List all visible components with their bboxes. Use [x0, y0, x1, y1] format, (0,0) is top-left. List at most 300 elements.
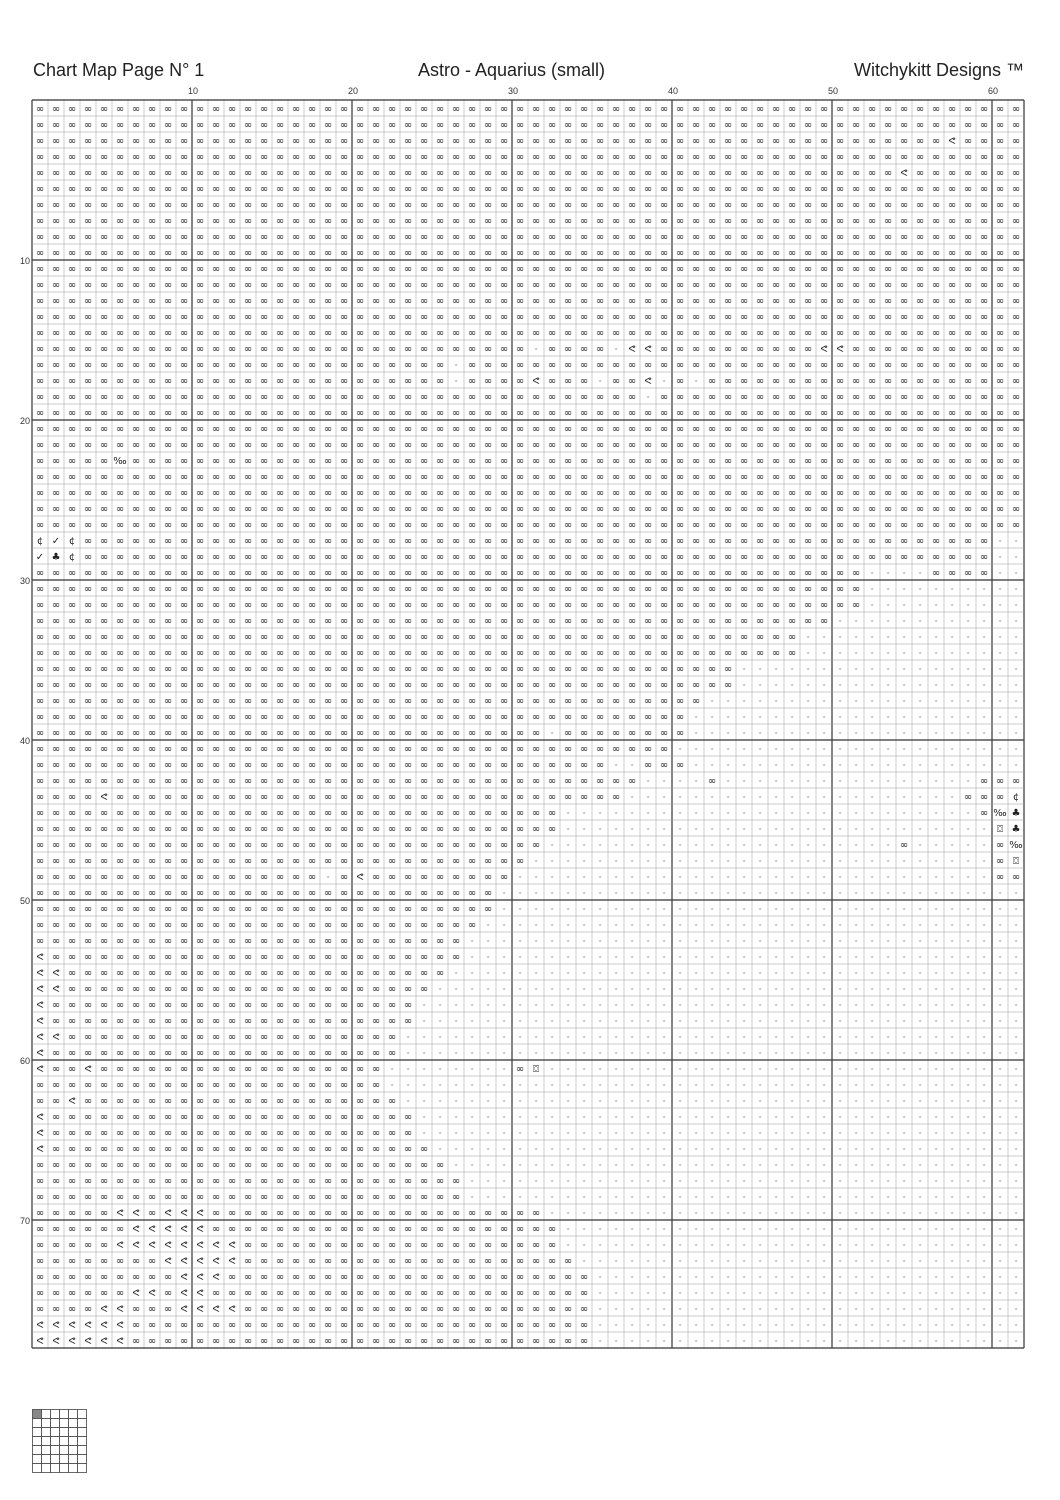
stitch-symbol: ∞	[132, 1272, 140, 1283]
stitch-symbol: ·	[999, 569, 1002, 579]
stitch-symbol: ∞	[660, 568, 668, 579]
stitch-symbol: ∞	[452, 824, 460, 835]
stitch-symbol: ∞	[868, 184, 876, 195]
stitch-symbol: ∞	[852, 248, 860, 259]
stitch-symbol: ∞	[180, 968, 188, 979]
stitch-symbol: ∞	[916, 408, 924, 419]
stitch-symbol: ∞	[132, 1144, 140, 1155]
stitch-symbol: ∞	[692, 392, 700, 403]
stitch-symbol: ∞	[324, 152, 332, 163]
stitch-symbol: ᕙ	[68, 1336, 75, 1347]
stitch-symbol: ∞	[84, 1240, 92, 1251]
stitch-symbol: ·	[967, 905, 970, 915]
stitch-symbol: ∞	[804, 136, 812, 147]
stitch-symbol: ∞	[404, 600, 412, 611]
stitch-symbol: ·	[423, 1049, 426, 1059]
stitch-symbol: ∞	[420, 856, 428, 867]
stitch-symbol: ∞	[84, 1016, 92, 1027]
stitch-symbol: ·	[1015, 1193, 1018, 1203]
stitch-symbol: ·	[855, 761, 858, 771]
stitch-symbol: ∞	[260, 952, 268, 963]
stitch-symbol: ∞	[388, 680, 396, 691]
stitch-symbol: ·	[535, 969, 538, 979]
stitch-symbol: ·	[999, 537, 1002, 547]
stitch-symbol: ∞	[132, 1256, 140, 1267]
stitch-symbol: ·	[807, 793, 810, 803]
stitch-symbol: ·	[983, 937, 986, 947]
stitch-symbol: ∞	[500, 664, 508, 675]
stitch-symbol: ·	[567, 1017, 570, 1027]
stitch-symbol: ∞	[884, 424, 892, 435]
stitch-symbol: ∞	[820, 552, 828, 563]
stitch-symbol: ·	[951, 873, 954, 883]
stitch-symbol: ∞	[612, 232, 620, 243]
stitch-symbol: ∞	[948, 312, 956, 323]
stitch-symbol: ∞	[244, 824, 252, 835]
stitch-symbol: ∞	[420, 216, 428, 227]
stitch-symbol: ·	[599, 1225, 602, 1235]
stitch-symbol: ∞	[788, 200, 796, 211]
stitch-symbol: ·	[679, 857, 682, 867]
stitch-symbol: ∞	[116, 1160, 124, 1171]
stitch-symbol: ·	[663, 1049, 666, 1059]
stitch-symbol: ·	[951, 1049, 954, 1059]
stitch-symbol: ·	[583, 1129, 586, 1139]
stitch-symbol: ∞	[756, 392, 764, 403]
stitch-symbol: ∞	[324, 744, 332, 755]
stitch-symbol: ∞	[420, 520, 428, 531]
stitch-symbol: ∞	[548, 328, 556, 339]
stitch-symbol: ·	[679, 1065, 682, 1075]
stitch-symbol: ·	[535, 1049, 538, 1059]
stitch-symbol: ∞	[148, 536, 156, 547]
stitch-symbol: ·	[535, 1161, 538, 1171]
stitch-symbol: ∞	[180, 1032, 188, 1043]
stitch-symbol: ∞	[548, 648, 556, 659]
stitch-symbol: ∞	[980, 360, 988, 371]
stitch-symbol: ∞	[548, 424, 556, 435]
stitch-symbol: ·	[599, 1033, 602, 1043]
stitch-symbol: ·	[983, 841, 986, 851]
stitch-symbol: ∞	[612, 264, 620, 275]
stitch-symbol: ·	[919, 937, 922, 947]
stitch-symbol: ∞	[740, 120, 748, 131]
stitch-symbol: ∞	[180, 1080, 188, 1091]
stitch-symbol: ∞	[388, 920, 396, 931]
stitch-symbol: ∞	[132, 792, 140, 803]
stitch-symbol: ·	[983, 761, 986, 771]
stitch-symbol: ∞	[324, 1208, 332, 1219]
stitch-symbol: ·	[967, 1161, 970, 1171]
stitch-symbol: ·	[647, 1241, 650, 1251]
stitch-symbol: ✓	[36, 552, 44, 563]
stitch-symbol: ·	[615, 1129, 618, 1139]
stitch-symbol: ·	[823, 1017, 826, 1027]
stitch-symbol: ∞	[804, 120, 812, 131]
stitch-symbol: ∞	[468, 776, 476, 787]
stitch-symbol: ∞	[804, 200, 812, 211]
stitch-symbol: ·	[503, 1129, 506, 1139]
stitch-symbol: ·	[503, 905, 506, 915]
stitch-symbol: ·	[519, 953, 522, 963]
stitch-symbol: ∞	[756, 232, 764, 243]
stitch-symbol: ∞	[548, 504, 556, 515]
stitch-symbol: ∞	[516, 728, 524, 739]
stitch-symbol: ∞	[980, 248, 988, 259]
stitch-symbol: ∞	[708, 248, 716, 259]
stitch-symbol: ∞	[372, 760, 380, 771]
stitch-symbol: ·	[951, 857, 954, 867]
stitch-symbol: ∞	[84, 1144, 92, 1155]
stitch-symbol: ∞	[1012, 488, 1020, 499]
stitch-symbol: ∞	[276, 568, 284, 579]
stitch-symbol: ·	[439, 1097, 442, 1107]
stitch-symbol: ∞	[1012, 152, 1020, 163]
stitch-symbol: ∞	[708, 552, 716, 563]
stitch-symbol: ·	[839, 1049, 842, 1059]
stitch-symbol: ∞	[308, 504, 316, 515]
stitch-symbol: ∞	[260, 920, 268, 931]
stitch-symbol: ∞	[116, 1032, 124, 1043]
stitch-symbol: ∞	[132, 360, 140, 371]
stitch-symbol: ·	[951, 921, 954, 931]
stitch-symbol: ∞	[404, 968, 412, 979]
stitch-symbol: ∞	[980, 168, 988, 179]
stitch-symbol: ·	[727, 1289, 730, 1299]
stitch-symbol: ∞	[612, 424, 620, 435]
stitch-symbol: ∞	[372, 168, 380, 179]
stitch-symbol: ∞	[948, 296, 956, 307]
stitch-symbol: ∞	[276, 280, 284, 291]
stitch-symbol: ∞	[148, 552, 156, 563]
stitch-symbol: ∞	[868, 248, 876, 259]
stitch-symbol: ∞	[788, 248, 796, 259]
stitch-symbol: ∞	[692, 360, 700, 371]
stitch-symbol: ·	[599, 1177, 602, 1187]
stitch-symbol: ∞	[372, 488, 380, 499]
stitch-symbol: ∞	[628, 168, 636, 179]
stitch-symbol: ∞	[612, 648, 620, 659]
stitch-symbol: ∞	[324, 136, 332, 147]
stitch-symbol: ∞	[132, 760, 140, 771]
stitch-symbol: ∞	[132, 680, 140, 691]
stitch-symbol: ·	[679, 1257, 682, 1267]
stitch-symbol: ∞	[276, 712, 284, 723]
stitch-symbol: ∞	[84, 1224, 92, 1235]
stitch-symbol: ·	[919, 665, 922, 675]
stitch-symbol: ∞	[820, 312, 828, 323]
stitch-symbol: ∞	[452, 1288, 460, 1299]
stitch-symbol: ∞	[756, 312, 764, 323]
stitch-symbol: ∞	[324, 168, 332, 179]
stitch-symbol: ∞	[84, 984, 92, 995]
stitch-symbol: ·	[999, 1273, 1002, 1283]
stitch-symbol: ∞	[116, 376, 124, 387]
stitch-symbol: ·	[951, 1161, 954, 1171]
stitch-symbol: ∞	[36, 488, 44, 499]
row-label-20: 20	[12, 416, 30, 426]
stitch-symbol: ·	[839, 777, 842, 787]
stitch-symbol: ∞	[708, 136, 716, 147]
stitch-symbol: ∞	[996, 168, 1004, 179]
stitch-symbol: ∞	[868, 280, 876, 291]
stitch-symbol: ∞	[708, 104, 716, 115]
stitch-symbol: ∞	[212, 200, 220, 211]
stitch-symbol: ·	[903, 1241, 906, 1251]
stitch-symbol: ·	[871, 1097, 874, 1107]
stitch-symbol: ∞	[452, 552, 460, 563]
stitch-symbol: ∞	[836, 264, 844, 275]
stitch-symbol: ∞	[292, 376, 300, 387]
stitch-symbol: ·	[647, 1097, 650, 1107]
stitch-symbol: ·	[423, 1001, 426, 1011]
stitch-symbol: ∞	[68, 584, 76, 595]
stitch-symbol: ᕙ	[36, 968, 43, 979]
stitch-symbol: ·	[727, 1193, 730, 1203]
stitch-symbol: ∞	[1012, 104, 1020, 115]
stitch-symbol: ∞	[388, 1128, 396, 1139]
stitch-symbol: ᕙ	[52, 1320, 59, 1331]
stitch-symbol: ∞	[164, 776, 172, 787]
stitch-symbol: ∞	[436, 1256, 444, 1267]
stitch-symbol: ∞	[836, 232, 844, 243]
stitch-symbol: ∞	[452, 168, 460, 179]
stitch-symbol: ∞	[612, 200, 620, 211]
stitch-symbol: ᕙ	[820, 344, 827, 355]
stitch-symbol: ∞	[228, 312, 236, 323]
stitch-symbol: ∞	[388, 296, 396, 307]
stitch-symbol: ∞	[52, 1272, 60, 1283]
stitch-symbol: ·	[967, 1129, 970, 1139]
stitch-symbol: ∞	[324, 280, 332, 291]
stitch-symbol: ·	[583, 1113, 586, 1123]
stitch-symbol: ∞	[644, 360, 652, 371]
stitch-symbol: ∞	[996, 200, 1004, 211]
stitch-symbol: ∞	[804, 248, 812, 259]
stitch-symbol: ∞	[484, 1240, 492, 1251]
stitch-symbol: ∞	[884, 232, 892, 243]
stitch-symbol: ∞	[244, 168, 252, 179]
stitch-symbol: ∞	[100, 584, 108, 595]
stitch-symbol: ∞	[484, 792, 492, 803]
stitch-symbol: ·	[839, 793, 842, 803]
stitch-symbol: ∞	[308, 168, 316, 179]
stitch-symbol: ∞	[212, 584, 220, 595]
stitch-symbol: ∞	[628, 424, 636, 435]
stitch-symbol: ·	[951, 953, 954, 963]
stitch-symbol: ∞	[52, 328, 60, 339]
stitch-symbol: ·	[1015, 569, 1018, 579]
stitch-symbol: ∞	[356, 1144, 364, 1155]
stitch-symbol: ·	[615, 1033, 618, 1043]
stitch-symbol: ∞	[548, 792, 556, 803]
stitch-symbol: ·	[919, 793, 922, 803]
stitch-symbol: ·	[711, 969, 714, 979]
stitch-symbol: ·	[919, 633, 922, 643]
stitch-symbol: ∞	[676, 216, 684, 227]
stitch-symbol: ·	[887, 681, 890, 691]
stitch-symbol: ∞	[116, 312, 124, 323]
stitch-symbol: ·	[791, 1017, 794, 1027]
stitch-symbol: ∞	[980, 488, 988, 499]
stitch-symbol: ·	[999, 601, 1002, 611]
stitch-symbol: ∞	[228, 488, 236, 499]
stitch-symbol: ∞	[532, 184, 540, 195]
stitch-symbol: ∞	[180, 1144, 188, 1155]
stitch-symbol: ∞	[564, 520, 572, 531]
stitch-symbol: ∞	[292, 280, 300, 291]
stitch-symbol: ∞	[660, 344, 668, 355]
stitch-symbol: ∞	[564, 136, 572, 147]
stitch-symbol: ∞	[900, 552, 908, 563]
stitch-symbol: ·	[839, 1017, 842, 1027]
stitch-symbol: ∞	[84, 456, 92, 467]
stitch-symbol: ·	[807, 1161, 810, 1171]
stitch-symbol: ∞	[676, 488, 684, 499]
stitch-symbol: ∞	[916, 552, 924, 563]
stitch-symbol: ∞	[36, 568, 44, 579]
stitch-symbol: ∞	[244, 504, 252, 515]
stitch-symbol: ·	[519, 873, 522, 883]
stitch-symbol: ∞	[116, 840, 124, 851]
stitch-symbol: ∞	[644, 616, 652, 627]
stitch-symbol: ·	[615, 761, 618, 771]
stitch-symbol: ·	[999, 1321, 1002, 1331]
stitch-symbol: ∞	[420, 1256, 428, 1267]
stitch-symbol: ∞	[836, 536, 844, 547]
stitch-symbol: ∞	[212, 312, 220, 323]
stitch-symbol: ∞	[116, 856, 124, 867]
stitch-symbol: ·	[695, 1001, 698, 1011]
stitch-symbol: ·	[567, 1161, 570, 1171]
stitch-symbol: ∞	[484, 840, 492, 851]
stitch-symbol: ·	[791, 937, 794, 947]
stitch-symbol: ·	[983, 1161, 986, 1171]
stitch-symbol: ∞	[500, 328, 508, 339]
stitch-symbol: ∞	[244, 392, 252, 403]
stitch-symbol: ∞	[868, 552, 876, 563]
stitch-symbol: ·	[679, 809, 682, 819]
stitch-symbol: ∞	[612, 792, 620, 803]
stitch-symbol: ∞	[692, 312, 700, 323]
stitch-symbol: ∞	[276, 920, 284, 931]
stitch-symbol: ·	[903, 1337, 906, 1347]
stitch-symbol: ∞	[372, 440, 380, 451]
stitch-symbol: ∞	[100, 1112, 108, 1123]
stitch-symbol: ·	[599, 841, 602, 851]
stitch-symbol: ∞	[532, 312, 540, 323]
stitch-symbol: ∞	[580, 456, 588, 467]
stitch-symbol: ·	[839, 1209, 842, 1219]
stitch-symbol: ∞	[36, 1256, 44, 1267]
stitch-symbol: ∞	[372, 504, 380, 515]
stitch-symbol: ·	[775, 1145, 778, 1155]
stitch-symbol: ∞	[852, 584, 860, 595]
stitch-symbol: ·	[935, 905, 938, 915]
stitch-symbol: ∞	[372, 984, 380, 995]
stitch-symbol: ∞	[84, 1032, 92, 1043]
stitch-symbol: ∞	[948, 520, 956, 531]
stitch-symbol: ·	[983, 1225, 986, 1235]
stitch-symbol: ∞	[244, 968, 252, 979]
stitch-symbol: ∞	[836, 136, 844, 147]
stitch-symbol: ∞	[260, 376, 268, 387]
stitch-symbol: ∞	[532, 1272, 540, 1283]
stitch-symbol: ∞	[772, 168, 780, 179]
stitch-symbol: ∞	[452, 744, 460, 755]
stitch-symbol: ∞	[132, 1320, 140, 1331]
stitch-symbol: ∞	[468, 488, 476, 499]
stitch-symbol: ∞	[340, 1000, 348, 1011]
stitch-symbol: ∞	[820, 456, 828, 467]
stitch-symbol: ∞	[100, 152, 108, 163]
stitch-symbol: ∞	[244, 328, 252, 339]
stitch-symbol: ∞	[772, 392, 780, 403]
stitch-symbol: ∞	[340, 1304, 348, 1315]
stitch-symbol: ∞	[356, 424, 364, 435]
stitch-symbol: ∞	[228, 1112, 236, 1123]
stitch-symbol: ·	[839, 889, 842, 899]
stitch-symbol: ∞	[596, 536, 604, 547]
stitch-symbol: ∞	[260, 1064, 268, 1075]
stitch-symbol: ∞	[308, 1128, 316, 1139]
stitch-symbol: ᕙ	[180, 1304, 187, 1315]
stitch-symbol: ∞	[404, 984, 412, 995]
stitch-symbol: ∞	[308, 1272, 316, 1283]
stitch-symbol: ∞	[372, 536, 380, 547]
stitch-symbol: ∞	[884, 344, 892, 355]
stitch-symbol: ∞	[532, 136, 540, 147]
stitch-symbol: ∞	[372, 632, 380, 643]
stitch-symbol: ∞	[388, 1224, 396, 1235]
stitch-symbol: ∞	[452, 856, 460, 867]
stitch-symbol: ∞	[260, 104, 268, 115]
stitch-symbol: ∞	[340, 1288, 348, 1299]
stitch-symbol: ∞	[900, 104, 908, 115]
stitch-symbol: ∞	[676, 440, 684, 451]
stitch-symbol: ·	[439, 1033, 442, 1043]
stitch-symbol: ·	[631, 1273, 634, 1283]
stitch-symbol: ∞	[340, 1176, 348, 1187]
stitch-symbol: ∞	[372, 264, 380, 275]
stitch-symbol: ∞	[628, 680, 636, 691]
stitch-symbol: ∞	[276, 904, 284, 915]
stitch-symbol: ∞	[372, 616, 380, 627]
stitch-symbol: ∞	[708, 168, 716, 179]
stitch-symbol: ∞	[340, 1112, 348, 1123]
stitch-symbol: ∞	[404, 1176, 412, 1187]
stitch-symbol: ∞	[1012, 520, 1020, 531]
stitch-symbol: ∞	[516, 824, 524, 835]
stitch-symbol: ∞	[356, 248, 364, 259]
stitch-symbol: ∞	[1012, 424, 1020, 435]
stitch-symbol: ∞	[212, 664, 220, 675]
stitch-symbol: ∞	[100, 680, 108, 691]
stitch-symbol: ·	[567, 937, 570, 947]
stitch-symbol: ∞	[292, 696, 300, 707]
stitch-symbol: ∞	[964, 504, 972, 515]
stitch-symbol: ·	[887, 793, 890, 803]
stitch-symbol: ∞	[980, 440, 988, 451]
stitch-symbol: ∞	[900, 232, 908, 243]
stitch-symbol: ∞	[804, 376, 812, 387]
stitch-symbol: ∞	[692, 696, 700, 707]
stitch-symbol: ∞	[900, 440, 908, 451]
stitch-symbol: ∞	[516, 856, 524, 867]
stitch-symbol: ∞	[260, 1048, 268, 1059]
stitch-symbol: ∞	[84, 1160, 92, 1171]
stitch-symbol: ·	[759, 697, 762, 707]
